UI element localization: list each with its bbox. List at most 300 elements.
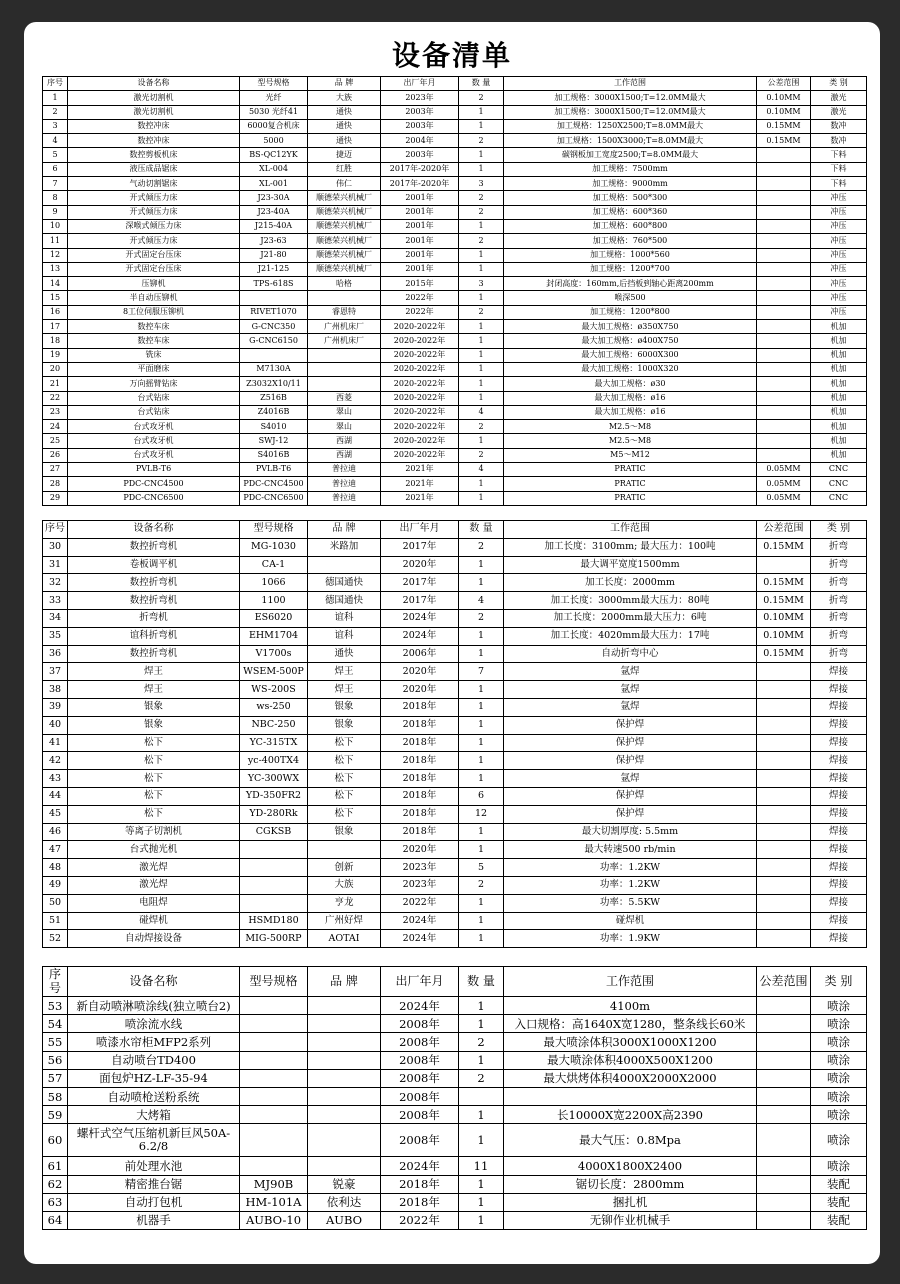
table-cell: 42 — [43, 752, 68, 770]
table-cell: 加工规格：1000*560 — [504, 248, 757, 262]
table-cell: 下料 — [811, 177, 867, 191]
table-cell: 2001年 — [381, 234, 459, 248]
table-cell: 银象 — [68, 698, 240, 716]
table-cell: 0.15MM — [757, 574, 811, 592]
table-cell: 0.15MM — [757, 134, 811, 148]
table-cell: 1 — [459, 752, 504, 770]
table-cell: J21-80 — [240, 248, 308, 262]
table-cell — [240, 1033, 308, 1051]
table-cell: 谊科折弯机 — [68, 627, 240, 645]
table-cell: 18 — [43, 334, 68, 348]
table-cell: 最大加工规格：ø30 — [504, 377, 757, 391]
table-cell: 2024年 — [381, 997, 459, 1015]
table-cell: 最大加工规格：ø16 — [504, 391, 757, 405]
table-cell — [757, 348, 811, 362]
table-cell: 碳钢板加工宽度2500;T=8.0MM最大 — [504, 148, 757, 162]
column-header: 类 别 — [811, 967, 867, 997]
table-cell — [757, 191, 811, 205]
table-cell: 加工长度：3100mm; 最大压力：100吨 — [504, 538, 757, 556]
table-row — [43, 491, 867, 505]
table-cell: 普拉迪 — [308, 463, 381, 477]
table-cell: 0.05MM — [757, 477, 811, 491]
table-cell: 机加 — [811, 334, 867, 348]
table-cell: 捷迈 — [308, 148, 381, 162]
table-row — [43, 1051, 867, 1069]
document-page — [24, 22, 880, 1264]
table-cell: 2018年 — [381, 716, 459, 734]
table-cell: 台式攻牙机 — [68, 448, 240, 462]
table-cell: AUBO — [308, 1211, 381, 1229]
table-cell: 加工规格：500*300 — [504, 191, 757, 205]
table-cell — [757, 1051, 811, 1069]
table-cell: 大烤箱 — [68, 1106, 240, 1124]
table-cell: 数控冲床 — [68, 119, 240, 133]
column-header: 设备名称 — [68, 521, 240, 539]
table-row — [43, 334, 867, 348]
table-cell: 松下 — [308, 770, 381, 788]
table-cell: 1 — [459, 681, 504, 699]
table-cell: 气动切割锯床 — [68, 177, 240, 191]
table-cell: 功率：5.5KW — [504, 894, 757, 912]
table-cell: 1 — [459, 362, 504, 376]
table-cell — [757, 434, 811, 448]
table-cell: 2 — [459, 876, 504, 894]
table-cell: 台式抛光机 — [68, 841, 240, 859]
table-cell: 激光焊 — [68, 876, 240, 894]
table-cell — [757, 1015, 811, 1033]
table-cell: 面包炉HZ-LF-35-94 — [68, 1069, 240, 1087]
table-cell: 自动喷台TD400 — [68, 1051, 240, 1069]
table-cell: PDC-CNC4500 — [240, 477, 308, 491]
table-cell: 折弯 — [811, 627, 867, 645]
table-cell: 数冲 — [811, 134, 867, 148]
table-cell: 亨龙 — [308, 894, 381, 912]
table-cell: 机器手 — [68, 1211, 240, 1229]
table-cell: 2017年 — [381, 592, 459, 610]
table-cell: 折弯 — [811, 574, 867, 592]
table-row — [43, 1157, 867, 1175]
table-cell: 1 — [459, 1175, 504, 1193]
table-cell: 20 — [43, 362, 68, 376]
table-cell: 焊接 — [811, 734, 867, 752]
table-cell: 1 — [459, 698, 504, 716]
table-cell: 最大加工规格：ø16 — [504, 405, 757, 419]
table-row — [43, 912, 867, 930]
table-cell: 2022年 — [381, 291, 459, 305]
table-cell: 冲压 — [811, 262, 867, 276]
table-cell: 喷涂流水线 — [68, 1015, 240, 1033]
table-cell — [757, 320, 811, 334]
table-cell: Z3032X10/11 — [240, 377, 308, 391]
table-cell: 松下 — [308, 805, 381, 823]
table-row — [43, 119, 867, 133]
column-header: 设备名称 — [68, 967, 240, 997]
table-cell: 自动折弯中心 — [504, 645, 757, 663]
table-cell — [240, 1157, 308, 1175]
table-cell: 入口规格：高1640X宽1280，整条线长60米 — [504, 1015, 757, 1033]
table-cell: 1 — [459, 377, 504, 391]
table-cell: 2020-2022年 — [381, 362, 459, 376]
table-cell: 1 — [459, 1193, 504, 1211]
table-cell: 1 — [459, 491, 504, 505]
table-cell: 长10000X宽2200X高2390 — [504, 1106, 757, 1124]
table-cell: 1 — [459, 770, 504, 788]
table-cell: 2008年 — [381, 1051, 459, 1069]
table-row — [43, 91, 867, 105]
table-cell: 1 — [459, 434, 504, 448]
table-cell: 松下 — [68, 770, 240, 788]
table-cell: 2020年 — [381, 681, 459, 699]
table-cell: 21 — [43, 377, 68, 391]
table-cell — [757, 1033, 811, 1051]
table-cell: 激光切割机 — [68, 105, 240, 119]
table-cell: M7130A — [240, 362, 308, 376]
table-cell: 0.05MM — [757, 463, 811, 477]
table-cell: 液压成品锯床 — [68, 162, 240, 176]
table-cell: 松下 — [308, 734, 381, 752]
table-cell — [308, 841, 381, 859]
table-cell: 松下 — [68, 805, 240, 823]
table-cell: 喷涂 — [811, 1015, 867, 1033]
table-cell: 2024年 — [381, 609, 459, 627]
table-cell: 压铆机 — [68, 277, 240, 291]
table-cell: 0.10MM — [757, 91, 811, 105]
table-row — [43, 277, 867, 291]
table-cell — [757, 1211, 811, 1229]
table-header-row — [43, 967, 867, 997]
table-cell: 锯切长度：2800mm — [504, 1175, 757, 1193]
column-header: 型号规格 — [240, 521, 308, 539]
table-cell — [757, 1193, 811, 1211]
table-cell: 氩焊 — [504, 770, 757, 788]
table-cell: 最大加工规格：6000X300 — [504, 348, 757, 362]
table-cell: 银象 — [308, 698, 381, 716]
table-cell: 西菱 — [308, 391, 381, 405]
table-cell: 2018年 — [381, 787, 459, 805]
table-cell: 前处理水池 — [68, 1157, 240, 1175]
table-cell — [757, 291, 811, 305]
equipment-table-3 — [42, 966, 867, 1230]
table-cell: 2018年 — [381, 752, 459, 770]
table-cell: 2003年 — [381, 105, 459, 119]
table-cell: 台式攻牙机 — [68, 434, 240, 448]
table-cell: 冲压 — [811, 191, 867, 205]
table-cell: XL-001 — [240, 177, 308, 191]
table-cell: 通快 — [308, 105, 381, 119]
table-cell: 激光切割机 — [68, 91, 240, 105]
table-cell: 8工位伺服压铆机 — [68, 305, 240, 319]
table-row — [43, 362, 867, 376]
table-cell: 6 — [459, 787, 504, 805]
table-cell: 激光 — [811, 91, 867, 105]
table-cell: 19 — [43, 348, 68, 362]
table-cell: MJ90B — [240, 1175, 308, 1193]
table-row — [43, 405, 867, 419]
table-cell: 2020年 — [381, 841, 459, 859]
table-cell: 37 — [43, 663, 68, 681]
table-cell: 加工规格：1200*700 — [504, 262, 757, 276]
table-cell: 12 — [43, 248, 68, 262]
table-cell: 46 — [43, 823, 68, 841]
table-cell: 8 — [43, 191, 68, 205]
table-cell — [240, 997, 308, 1015]
table-cell: 2024年 — [381, 627, 459, 645]
column-header: 类 别 — [811, 521, 867, 539]
table-cell: 2022年 — [381, 305, 459, 319]
table-cell: 卷板调平机 — [68, 556, 240, 574]
table-cell — [757, 876, 811, 894]
table-cell: 2020-2022年 — [381, 320, 459, 334]
table-cell: 2022年 — [381, 1211, 459, 1229]
table-cell: 焊接 — [811, 894, 867, 912]
table-row — [43, 148, 867, 162]
table-cell: 44 — [43, 787, 68, 805]
table-cell: 2 — [459, 1033, 504, 1051]
table-cell: 自动打包机 — [68, 1193, 240, 1211]
equipment-table-2 — [42, 520, 867, 948]
table-cell: 通快 — [308, 134, 381, 148]
table-cell: 12 — [459, 805, 504, 823]
column-header: 设备名称 — [68, 77, 240, 91]
table-cell: 折弯机 — [68, 609, 240, 627]
table-cell: 2017年-2020年 — [381, 162, 459, 176]
table-cell: 开式倾压力床 — [68, 205, 240, 219]
table-cell: PDC-CNC6500 — [240, 491, 308, 505]
column-header: 工作范围 — [504, 521, 757, 539]
table-cell — [757, 148, 811, 162]
table-cell: 2003年 — [381, 119, 459, 133]
table-cell: 焊接 — [811, 805, 867, 823]
table-cell: 加工规格：1200*800 — [504, 305, 757, 319]
table-cell: 折弯 — [811, 592, 867, 610]
table-cell: Z4016B — [240, 405, 308, 419]
table-cell: 5030 光纤41 — [240, 105, 308, 119]
table-cell: MG-1030 — [240, 538, 308, 556]
table-cell — [757, 362, 811, 376]
table-cell: 铣床 — [68, 348, 240, 362]
table-cell: AUBO-10 — [240, 1211, 308, 1229]
table-cell: 开式倾压力床 — [68, 234, 240, 248]
table-cell: 35 — [43, 627, 68, 645]
table-cell: 28 — [43, 477, 68, 491]
table-cell: WSEM-500P — [240, 663, 308, 681]
table-cell: 32 — [43, 574, 68, 592]
table-row — [43, 248, 867, 262]
table-cell: 0.10MM — [757, 627, 811, 645]
table-cell: XL-004 — [240, 162, 308, 176]
table-cell: 23 — [43, 405, 68, 419]
table-cell: 加工长度：2000mm — [504, 574, 757, 592]
table-cell: CNC — [811, 491, 867, 505]
table-cell: PVLB-T6 — [68, 463, 240, 477]
table-cell: 功率：1.2KW — [504, 876, 757, 894]
table-cell — [308, 1157, 381, 1175]
table-cell: 2020-2022年 — [381, 377, 459, 391]
table-cell: 2001年 — [381, 262, 459, 276]
table-cell: 顺德荣兴机械厂 — [308, 234, 381, 248]
table-cell: 万向摇臂钻床 — [68, 377, 240, 391]
table-cell: 焊接 — [811, 716, 867, 734]
table-cell: CNC — [811, 463, 867, 477]
table-cell: TPS-618S — [240, 277, 308, 291]
table-cell: 2006年 — [381, 645, 459, 663]
table-cell: 保护焊 — [504, 734, 757, 752]
table-cell: 机加 — [811, 348, 867, 362]
table-cell: 2020-2022年 — [381, 348, 459, 362]
table-cell: 广州机床厂 — [308, 334, 381, 348]
table-cell: 碰焊机 — [504, 912, 757, 930]
table-cell: 25 — [43, 434, 68, 448]
table-cell: 松下 — [68, 734, 240, 752]
table-cell: 1 — [459, 894, 504, 912]
table-cell: 4100m — [504, 997, 757, 1015]
table-cell: 装配 — [811, 1211, 867, 1229]
table-row — [43, 291, 867, 305]
table-cell: 焊接 — [811, 787, 867, 805]
table-cell: 喷涂 — [811, 1124, 867, 1157]
table-cell: 功率：1.9KW — [504, 930, 757, 948]
table-cell: 40 — [43, 716, 68, 734]
table-cell: 红胜 — [308, 162, 381, 176]
table-cell — [757, 734, 811, 752]
table-cell: ws-250 — [240, 698, 308, 716]
table-cell: 53 — [43, 997, 68, 1015]
table-cell: 2020年 — [381, 556, 459, 574]
table-cell: 1 — [459, 162, 504, 176]
table-row — [43, 434, 867, 448]
table-cell: 最大加工规格：1000X320 — [504, 362, 757, 376]
table-row — [43, 574, 867, 592]
table-cell: 0.15MM — [757, 119, 811, 133]
table-cell: 2020-2022年 — [381, 448, 459, 462]
table-cell — [757, 177, 811, 191]
table-row — [43, 162, 867, 176]
table-cell — [459, 1087, 504, 1105]
table-cell: 折弯 — [811, 609, 867, 627]
table-cell: 最大喷涂体积4000X500X1200 — [504, 1051, 757, 1069]
table-cell: 2 — [459, 609, 504, 627]
table-cell: G-CNC350 — [240, 320, 308, 334]
table-row — [43, 698, 867, 716]
column-header: 类 别 — [811, 77, 867, 91]
table-cell: 机加 — [811, 434, 867, 448]
table-row — [43, 538, 867, 556]
table-cell — [757, 219, 811, 233]
table-cell: 62 — [43, 1175, 68, 1193]
table-cell: NBC-250 — [240, 716, 308, 734]
table-cell — [240, 1106, 308, 1124]
table-cell — [308, 1069, 381, 1087]
table-cell: 松下 — [308, 787, 381, 805]
table-cell: 0.10MM — [757, 105, 811, 119]
table-cell: 锐豪 — [308, 1175, 381, 1193]
table-cell: 1 — [459, 734, 504, 752]
table-cell — [240, 894, 308, 912]
table-cell: 30 — [43, 538, 68, 556]
column-header: 工作范围 — [504, 77, 757, 91]
table-row — [43, 663, 867, 681]
table-cell: 机加 — [811, 405, 867, 419]
table-cell: 0.15MM — [757, 538, 811, 556]
table-cell: 顺德荣兴机械厂 — [308, 248, 381, 262]
table-cell: 焊接 — [811, 752, 867, 770]
table-cell: 1 — [459, 320, 504, 334]
table-cell: 加工规格：600*800 — [504, 219, 757, 233]
table-cell: 依利达 — [308, 1193, 381, 1211]
table-cell: S4016B — [240, 448, 308, 462]
table-cell: 数控折弯机 — [68, 592, 240, 610]
table-cell: 折弯 — [811, 556, 867, 574]
table-row — [43, 205, 867, 219]
table-cell: 11 — [459, 1157, 504, 1175]
table-cell: 保护焊 — [504, 752, 757, 770]
table-cell: 1 — [459, 645, 504, 663]
table-cell: 松下 — [68, 787, 240, 805]
table-cell: 保护焊 — [504, 805, 757, 823]
table-cell: 2018年 — [381, 1175, 459, 1193]
table-cell — [757, 305, 811, 319]
table-row — [43, 320, 867, 334]
table-cell — [757, 262, 811, 276]
table-cell: 机加 — [811, 320, 867, 334]
table-cell: 焊王 — [68, 663, 240, 681]
table-cell: 加工规格：9000mm — [504, 177, 757, 191]
table-cell: 2015年 — [381, 277, 459, 291]
table-cell: 1 — [459, 334, 504, 348]
table-cell: 1 — [459, 627, 504, 645]
table-cell: 1 — [43, 91, 68, 105]
table-cell: 2001年 — [381, 219, 459, 233]
table-row — [43, 805, 867, 823]
column-header: 公差范围 — [757, 77, 811, 91]
table-cell: 德国通快 — [308, 592, 381, 610]
table-cell: 2008年 — [381, 1106, 459, 1124]
table-cell: M2.5～M8 — [504, 420, 757, 434]
table-cell: 开式倾压力床 — [68, 191, 240, 205]
table-row — [43, 1033, 867, 1051]
table-cell: 5 — [43, 148, 68, 162]
table-row — [43, 1211, 867, 1229]
table-cell: 折弯 — [811, 538, 867, 556]
table-row — [43, 177, 867, 191]
table-cell: 新自动喷淋喷涂线(独立喷台2) — [68, 997, 240, 1015]
table-cell: 5 — [459, 859, 504, 877]
table-cell — [308, 377, 381, 391]
table-cell: 2020-2022年 — [381, 334, 459, 348]
table-cell: HSMD180 — [240, 912, 308, 930]
table-cell: 7 — [459, 663, 504, 681]
table-cell — [757, 448, 811, 462]
table-cell: 2018年 — [381, 823, 459, 841]
table-cell: 银象 — [308, 716, 381, 734]
table-row — [43, 609, 867, 627]
table-cell: V1700s — [240, 645, 308, 663]
table-cell — [308, 1033, 381, 1051]
table-cell: 4000X1800X2400 — [504, 1157, 757, 1175]
table-cell — [757, 698, 811, 716]
table-cell: 48 — [43, 859, 68, 877]
table-cell: 57 — [43, 1069, 68, 1087]
table-cell: 2017年 — [381, 538, 459, 556]
table-cell: 2024年 — [381, 1157, 459, 1175]
table-cell: CGKSB — [240, 823, 308, 841]
table-cell: 加工规格：7500mm — [504, 162, 757, 176]
table-cell: 普拉迪 — [308, 477, 381, 491]
table-cell: 广州好焊 — [308, 912, 381, 930]
table-cell: 58 — [43, 1087, 68, 1105]
table-cell — [757, 1124, 811, 1157]
column-header: 公差范围 — [757, 521, 811, 539]
